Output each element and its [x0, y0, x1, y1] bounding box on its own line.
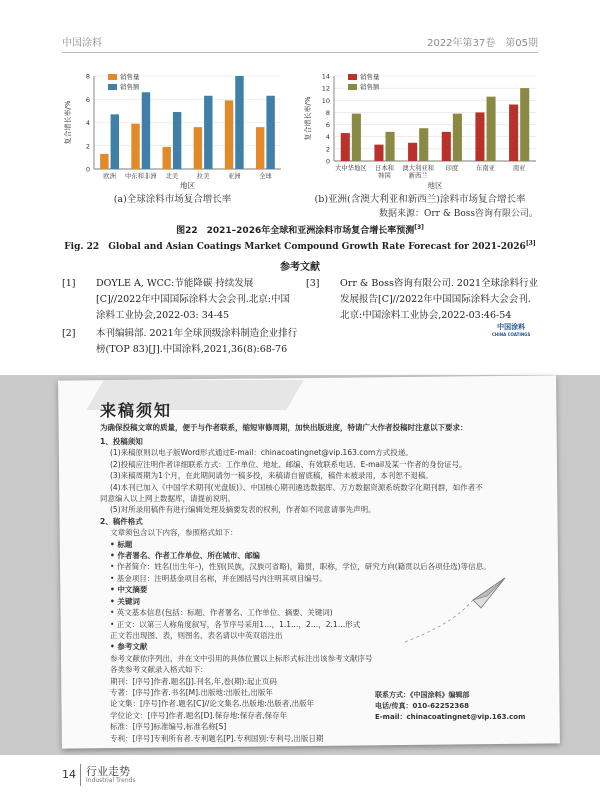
- bar: [341, 133, 350, 161]
- bar: [235, 76, 243, 169]
- chart-b-svg: [300, 66, 540, 191]
- bar: [111, 114, 119, 169]
- notice-line: (5)对所录用稿件有进行编辑处理及摘要发表的权利，作者如不同意请事先声明。: [110, 505, 376, 515]
- y-tick-label: 4: [85, 119, 90, 127]
- x-axis-label: 地区: [427, 181, 443, 190]
- notice-line: • 中文摘要: [110, 585, 148, 595]
- legend-label: 销售量: [360, 73, 380, 81]
- paper-plane-icon: [395, 560, 515, 650]
- notice-line: 标准：[序号]标准编号,标准名称[S]: [110, 722, 227, 732]
- notice-intro: 为确保投稿文章的质量，便于与作者联系，缩短审修周期，加快出版进度，特请广大作者投稿时注意以下要求：: [100, 423, 468, 432]
- chart-a-caption: (a)全球涂料市场复合增长率: [113, 194, 232, 205]
- y-tick-label: 8: [85, 72, 90, 81]
- section-title: 行业走势: [86, 765, 130, 778]
- contact-phone: 电话/传真：010-62252368: [375, 702, 470, 710]
- section-subtitle: Industrial Trends: [86, 777, 136, 784]
- bar: [204, 96, 212, 169]
- contact-email: E-mail：chinacoatingnet@vip.163.com: [375, 713, 526, 721]
- bar: [487, 97, 496, 161]
- data-source: 数据来源：Orr & Boss咨询有限公司。: [379, 209, 538, 219]
- notice-line: • 参考文献: [110, 642, 148, 652]
- x-tick-label: 韩国: [378, 172, 391, 180]
- bar: [131, 124, 139, 169]
- reference-item: [3] Orr & Boss咨询有限公司. 2021全球涂料行业发展报告[C]//2022年中国国际涂料大会会刊.北京:中国涂料工业协会,2022-03:46-54: [306, 278, 539, 321]
- legend-swatch: [348, 84, 357, 90]
- notice-line: • 作者署名、作者工作单位、所在城市、邮编: [110, 551, 260, 561]
- bar: [419, 128, 428, 161]
- notice-line: • 正文：以第三人称角度叙写，各节序号采用1…，1.1…，2…，2.1…形式: [110, 619, 361, 629]
- x-tick-label: 欧洲: [103, 173, 116, 180]
- notice-line: 各类参考文献录入格式如下：: [110, 665, 208, 675]
- y-tick-label: 0: [325, 157, 330, 166]
- bar: [352, 114, 361, 161]
- contact-heading: 联系方式：《中国涂料》编辑部: [375, 691, 470, 699]
- x-tick-label: 新西兰: [408, 172, 428, 180]
- notice-line: • 作者简介：姓名(出生年–)，性别(民族，汉族可省略)，籍贯，职称，学位，研究方向(籍贯以后各项任选)等信息。: [110, 562, 491, 572]
- chart-a-svg: [60, 66, 285, 191]
- figure-caption-cn: 图22 2021–2026年全球和亚洲涂料市场复合增长率预测[3]: [176, 224, 424, 236]
- header-rule: [62, 52, 538, 53]
- y-tick-label: 4: [325, 133, 330, 142]
- bar: [142, 92, 150, 169]
- bar: [100, 154, 108, 169]
- y-tick-label: 12: [321, 84, 330, 93]
- bar: [509, 105, 518, 161]
- legend-label: 销售额: [120, 83, 140, 91]
- notice-line: • 基金项目：注明基金项目名称，并在圆括号内注明其项目编号。: [110, 573, 327, 583]
- legend-swatch: [108, 74, 117, 80]
- notice-line: 1、投稿须知: [100, 437, 143, 446]
- notice-line: (4)本刊已加入《中国学术期刊(光盘版)》、中国核心期刊遴选数据库、万方数据资源系统数字化期刊群，如作者不: [110, 482, 483, 492]
- bar: [194, 127, 202, 169]
- y-tick-label: 6: [325, 121, 330, 130]
- notice-line: • 关键词: [110, 596, 140, 606]
- x-tick-label: 中东和非洲: [125, 173, 157, 180]
- y-tick-label: 2: [85, 142, 90, 151]
- notice-line: 正文若出现图、表，则图名、表名请以中英双语注出: [110, 630, 283, 640]
- notice-line: 论文集：[序号]作者.题名[C]//论文集名.出版地:出版者,出版年: [110, 699, 315, 709]
- y-axis-label: 复合增长率/%: [64, 100, 72, 145]
- bar: [453, 114, 462, 161]
- x-tick-label: 亚洲: [227, 173, 241, 180]
- bar: [520, 88, 529, 161]
- bar: [266, 96, 274, 169]
- x-tick-label: 大中华地区: [335, 165, 367, 172]
- x-tick-label: 澳大利亚和: [402, 165, 434, 172]
- bar: [374, 145, 383, 161]
- figure-caption-en: Fig. 22 Global and Asian Coatings Market Compound Growth Rate Forecast for 2021-2026[3]: [64, 240, 536, 252]
- notice-line: • 标题: [110, 539, 133, 549]
- notice-line: 文章须包含以下内容，参照格式如下：: [110, 528, 238, 538]
- notice-line: 同意编入以上网上数据库，请提前说明。: [100, 494, 235, 504]
- x-axis-label: 地区: [180, 181, 195, 190]
- bar: [163, 147, 171, 169]
- journal-name: 中国涂料: [62, 38, 102, 49]
- legend-swatch: [108, 84, 117, 90]
- notice-line: 期刊：[序号]作者.题名[J].刊名,年,卷(期):起止页码: [110, 676, 277, 686]
- notice-title: 来稿须知: [100, 401, 173, 420]
- chart-b: [300, 66, 540, 205]
- notice-line: (3)来稿周期为1个月，在此期间请勿一稿多投，来稿请自留底稿，稿件未被录用，本刊恕不退稿。: [110, 471, 433, 481]
- x-tick-label: 全球: [259, 173, 272, 180]
- x-tick-label: 东南亚: [476, 165, 495, 172]
- bar: [256, 127, 264, 169]
- footer-divider: [80, 764, 81, 786]
- bar: [442, 132, 451, 161]
- x-tick-label: 北美: [165, 173, 179, 180]
- notice-line: (1)来稿原则以电子版Word形式通过E-mail：chinacoatingnet@vip.163.com方式投递。: [110, 448, 413, 458]
- y-tick-label: 0: [85, 165, 90, 174]
- page-number: 14: [62, 768, 76, 781]
- y-tick-label: 14: [321, 72, 330, 81]
- references-heading: 参考文献: [280, 262, 320, 273]
- x-tick-label: 南亚: [512, 165, 526, 172]
- bar: [408, 143, 417, 161]
- chart-b-caption: (b)亚洲(含澳大利亚和新西兰)涂料市场复合增长率: [314, 194, 526, 205]
- x-tick-label: 日本和: [375, 165, 394, 172]
- issue-info: 2022年第37卷 第05期: [427, 38, 538, 49]
- notice-line: 专著：[序号]作者.书名[M].出版地:出版社,出版年: [110, 687, 273, 697]
- bar: [475, 112, 484, 161]
- contact-info: [375, 690, 525, 723]
- notice-line: 2、稿件格式: [100, 516, 143, 526]
- bar: [386, 132, 395, 161]
- chart-a: [60, 66, 285, 205]
- bar: [225, 100, 233, 169]
- y-tick-label: 2: [325, 145, 330, 154]
- x-tick-label: 拉美: [196, 173, 210, 180]
- legend-swatch: [348, 74, 357, 80]
- small-logo: 中国涂料 CHINA COATINGS: [492, 323, 531, 337]
- x-tick-label: 印度: [445, 165, 459, 172]
- notice-line: 学位论文：[序号]作者.题名[D].保存地:保存者,保存年: [110, 710, 288, 720]
- reference-item: [1] DOYLE A, WCC:节能降碳 持续发展[C]//2022年中国国际涂料大会会刊.北京:中国涂料工业协会,2022-03: 34-45: [62, 278, 290, 321]
- y-tick-label: 8: [325, 108, 330, 117]
- y-axis-label: 复合增长率/%: [304, 96, 312, 141]
- legend-label: 销售量: [120, 73, 140, 81]
- notice-line: 参考文献依序列出，并在文中引用的具体位置以上标形式标注出该参考文献序号: [110, 653, 373, 663]
- reference-item: [2] 本刊编辑部. 2021年全球顶级涂料制造企业排行榜(TOP 83)[J].中国涂料,2021,36(8):68-76: [62, 328, 298, 355]
- y-tick-label: 6: [85, 95, 90, 104]
- notice-line: • 英文基本信息(包括：标题、作者署名、工作单位、摘要、关键词): [110, 608, 333, 618]
- bar: [173, 112, 181, 169]
- notice-line: 专利：[序号]专利所有者.专利题名[P].专利国别:专利号,出版日期: [110, 733, 324, 743]
- legend-label: 销售额: [360, 83, 380, 91]
- y-tick-label: 10: [321, 96, 330, 105]
- notice-line: (2)投稿应注明作者详细联系方式：工作单位、地址、邮编、有效联系电话、E-mail及某一作者的身份证号。: [110, 459, 467, 469]
